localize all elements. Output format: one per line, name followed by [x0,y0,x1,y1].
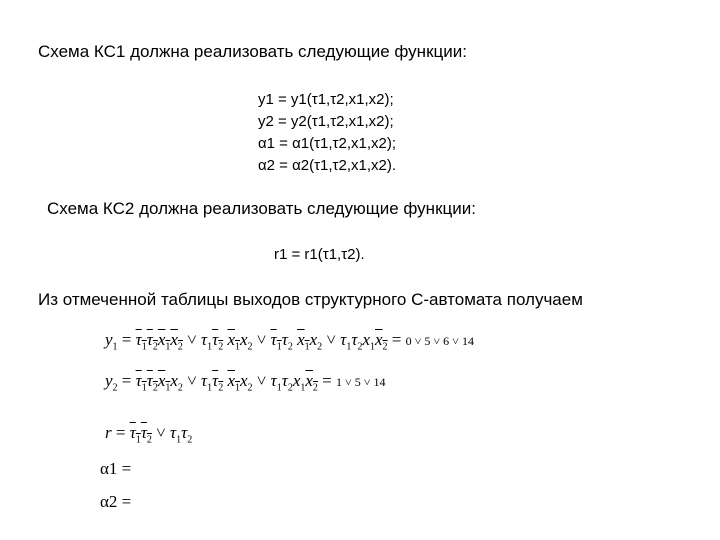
y1-values: 0 ˅ 5 ˅ 6 ˅ 14 [405,334,474,348]
alpha1-formula: α1 = [100,459,132,478]
r-formula: $r = \tau_1\tau_2$ ˅ $\tau_1\tau_2$ [105,423,193,446]
ks1-heading: Схема КС1 должна реализовать следующие функции: [38,42,467,61]
ks2-heading: Схема КС2 должна реализовать следующие функции: [47,199,476,218]
ks1-function-y1: y1 = y1(τ1,τ2,x1,x2); [258,91,394,108]
ks2-function-r1: r1 = r1(τ1,τ2). [274,246,365,263]
derivation-heading: Из отмеченной таблицы выходов структурного С-автомата получаем [38,290,583,309]
ks1-function-y2: y2 = y2(τ1,τ2,x1,x2); [258,113,394,130]
y2-values: 1 ˅ 5 ˅ 14 [336,375,386,389]
y1-formula: $y_1 = \tau_1\tau_2x_1x_2$ ˅ $\tau_1\tau_2$ $x_1x_2$ ˅ $\tau_1\tau_2$ $x_1x_2$ ˅ $\tau_1\tau_2x_1x_2 = 0$ ˅ 5 ˅ 6 ˅ 14 [105,330,474,353]
ks1-function-alpha1: α1 = α1(τ1,τ2,x1,x2); [258,135,397,152]
alpha2-formula: α2 = [100,492,132,511]
ks1-function-alpha2: α2 = α2(τ1,τ2,x1,x2). [258,157,397,174]
y2-formula: $y_2 = \tau_1\tau_2x_1x_2$ ˅ $\tau_1\tau_2$ $x_1x_2$ ˅ $\tau_1\tau_2x_1x_2 = 1$ ˅ 5 ˅ 14 [105,371,386,394]
